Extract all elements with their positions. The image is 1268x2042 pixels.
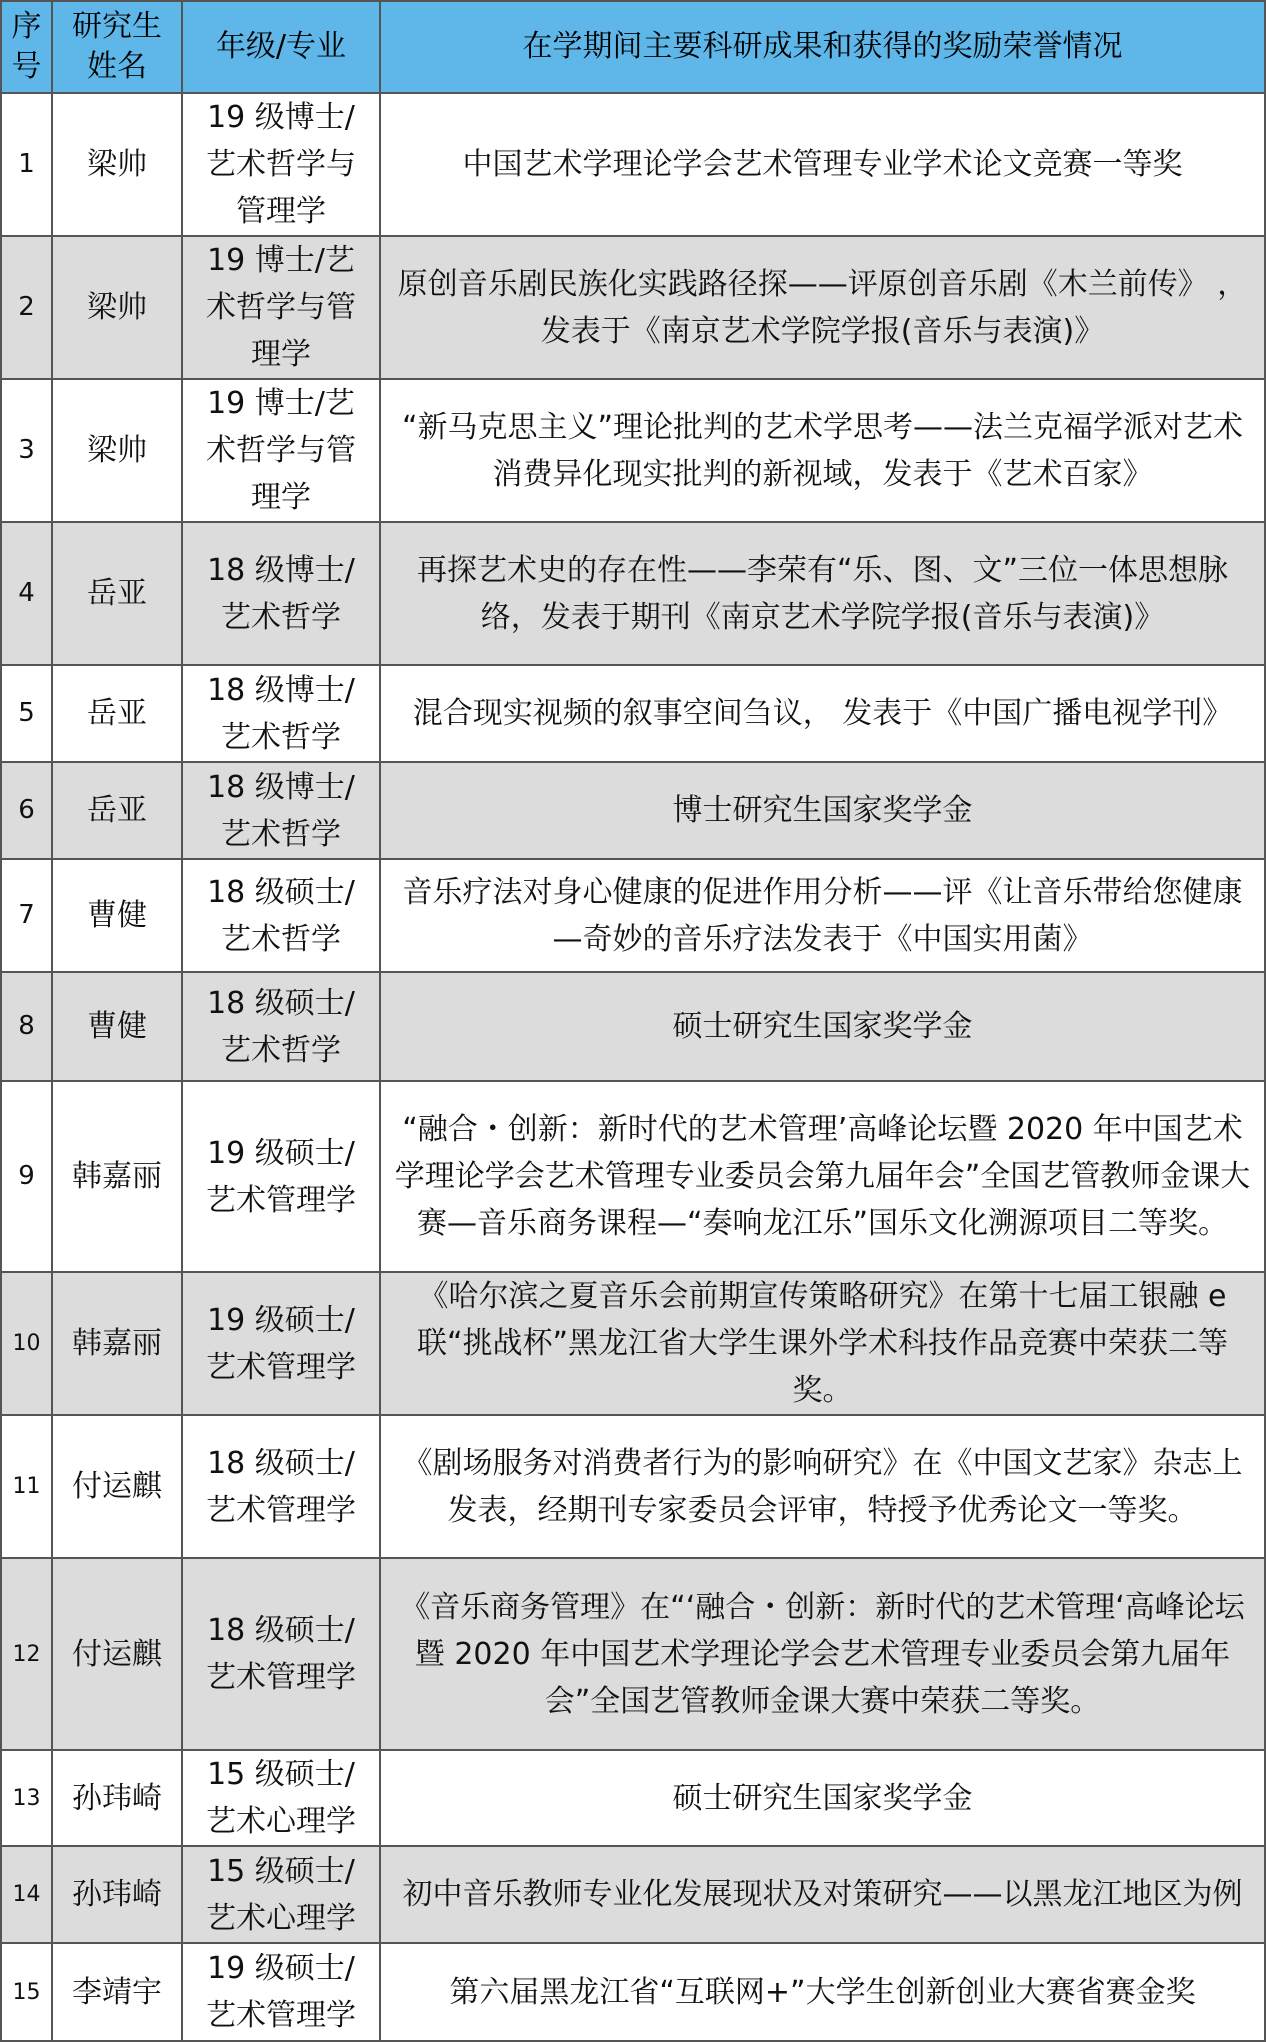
row-name: 岳亚 <box>52 522 182 665</box>
row-no: 6 <box>1 762 52 859</box>
row-no: 4 <box>1 522 52 665</box>
row-achievement: 第六届黑龙江省“互联网+”大学生创新创业大赛省赛金奖 <box>380 1943 1265 2041</box>
row-achievement: 音乐疗法对身心健康的促进作用分析——评《让音乐带给您健康—奇妙的音乐疗法发表于《中国实用菌》 <box>380 859 1265 972</box>
table-row <box>1 1272 1265 1415</box>
row-achievement: 硕士研究生国家奖学金 <box>380 1750 1265 1846</box>
row-achievement: 中国艺术学理论学会艺术管理专业学术论文竞赛一等奖 <box>380 93 1265 236</box>
table-row <box>1 522 1265 665</box>
row-no: 2 <box>1 236 52 379</box>
header-achievement: 在学期间主要科研成果和获得的奖励荣誉情况 <box>380 1 1265 93</box>
row-no: 3 <box>1 379 52 522</box>
row-name: 付运麒 <box>52 1558 182 1750</box>
row-no: 10 <box>1 1272 52 1415</box>
row-name: 岳亚 <box>52 665 182 762</box>
row-no: 5 <box>1 665 52 762</box>
row-name: 韩嘉丽 <box>52 1081 182 1272</box>
row-achievement: 《剧场服务对消费者行为的影响研究》在《中国文艺家》杂志上发表，经期刊专家委员会评审，特授予优秀论文一等奖。 <box>380 1415 1265 1558</box>
row-no: 13 <box>1 1750 52 1846</box>
row-name: 曹健 <box>52 859 182 972</box>
row-name: 梁帅 <box>52 236 182 379</box>
row-no: 7 <box>1 859 52 972</box>
row-name: 岳亚 <box>52 762 182 859</box>
row-achievement: 混合现实视频的叙事空间刍议， 发表于《中国广播电视学刊》 <box>380 665 1265 762</box>
row-grade-major: 19 级硕士/艺术管理学 <box>182 1943 380 2041</box>
row-achievement: “融合・创新：新时代的艺术管理’高峰论坛暨 2020 年中国艺术学理论学会艺术管理专业委员会第九届年会”全国艺管教师金课大赛—音乐商务课程—“奏响龙江乐”国乐文化溯源项目二等奖。 <box>380 1081 1265 1272</box>
row-no: 8 <box>1 972 52 1081</box>
table-row <box>1 1846 1265 1943</box>
row-achievement: 硕士研究生国家奖学金 <box>380 972 1265 1081</box>
row-grade-major: 19 级硕士/艺术管理学 <box>182 1081 380 1272</box>
table-row <box>1 236 1265 379</box>
row-name: 韩嘉丽 <box>52 1272 182 1415</box>
table-row <box>1 93 1265 236</box>
row-grade-major: 19 博士/艺术哲学与管理学 <box>182 379 380 522</box>
table-row <box>1 1081 1265 1272</box>
row-achievement: 初中音乐教师专业化发展现状及对策研究——以黑龙江地区为例 <box>380 1846 1265 1943</box>
row-grade-major: 18 级博士/艺术哲学 <box>182 762 380 859</box>
row-grade-major: 19 博士/艺术哲学与管理学 <box>182 236 380 379</box>
row-name: 孙玮崎 <box>52 1846 182 1943</box>
header-name: 研究生姓名 <box>52 1 182 93</box>
row-achievement: “新马克思主义”理论批判的艺术学思考——法兰克福学派对艺术消费异化现实批判的新视域，发表于《艺术百家》 <box>380 379 1265 522</box>
table-row <box>1 762 1265 859</box>
table-row <box>1 1558 1265 1750</box>
table-header-row <box>1 1 1265 93</box>
row-no: 11 <box>1 1415 52 1558</box>
row-achievement: 原创音乐剧民族化实践路径探——评原创音乐剧《木兰前传》 ，发表于《南京艺术学院学报(音乐与表演)》 <box>380 236 1265 379</box>
row-grade-major: 18 级硕士/艺术哲学 <box>182 972 380 1081</box>
row-achievement: 博士研究生国家奖学金 <box>380 762 1265 859</box>
table-row <box>1 1750 1265 1846</box>
header-grade-major: 年级/专业 <box>182 1 380 93</box>
table-row <box>1 859 1265 972</box>
row-name: 梁帅 <box>52 93 182 236</box>
row-name: 曹健 <box>52 972 182 1081</box>
row-name: 李靖宇 <box>52 1943 182 2041</box>
row-grade-major: 19 级硕士/艺术管理学 <box>182 1272 380 1415</box>
row-achievement: 《哈尔滨之夏音乐会前期宣传策略研究》在第十七届工银融 e 联“挑战杯”黑龙江省大学生课外学术科技作品竞赛中荣获二等奖。 <box>380 1272 1265 1415</box>
row-grade-major: 18 级博士/艺术哲学 <box>182 522 380 665</box>
row-no: 9 <box>1 1081 52 1272</box>
table-row <box>1 1415 1265 1558</box>
row-name: 孙玮崎 <box>52 1750 182 1846</box>
row-grade-major: 18 级博士/艺术哲学 <box>182 665 380 762</box>
header-no: 序号 <box>1 1 52 93</box>
row-no: 1 <box>1 93 52 236</box>
table-row <box>1 665 1265 762</box>
row-grade-major: 15 级硕士/艺术心理学 <box>182 1750 380 1846</box>
row-grade-major: 18 级硕士/艺术哲学 <box>182 859 380 972</box>
row-grade-major: 18 级硕士/艺术管理学 <box>182 1558 380 1750</box>
table-row <box>1 972 1265 1081</box>
row-achievement: 再探艺术史的存在性——李荣有“乐、图、文”三位一体思想脉络，发表于期刊《南京艺术学院学报(音乐与表演)》 <box>380 522 1265 665</box>
row-name: 梁帅 <box>52 379 182 522</box>
row-grade-major: 15 级硕士/艺术心理学 <box>182 1846 380 1943</box>
table-row <box>1 1943 1265 2041</box>
row-grade-major: 19 级博士/艺术哲学与管理学 <box>182 93 380 236</box>
row-no: 12 <box>1 1558 52 1750</box>
row-no: 15 <box>1 1943 52 2041</box>
table-row <box>1 379 1265 522</box>
row-no: 14 <box>1 1846 52 1943</box>
row-achievement: 《音乐商务管理》在“‘融合・创新：新时代的艺术管理‘高峰论坛暨 2020 年中国艺术学理论学会艺术管理专业委员会第九届年会”全国艺管教师金课大赛中荣获二等奖。 <box>380 1558 1265 1750</box>
row-name: 付运麒 <box>52 1415 182 1558</box>
row-grade-major: 18 级硕士/艺术管理学 <box>182 1415 380 1558</box>
